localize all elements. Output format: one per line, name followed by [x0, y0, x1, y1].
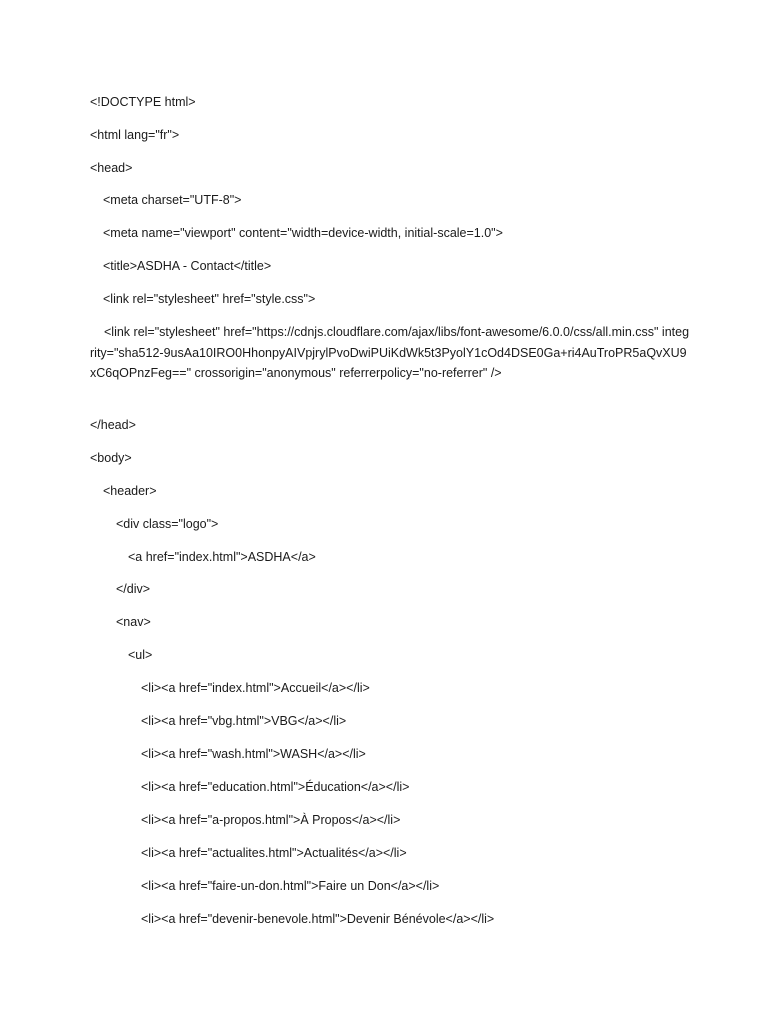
code-line: <head> [90, 161, 133, 175]
code-line: <li><a href="actualites.html">Actualités</a></li> [141, 846, 407, 860]
code-line: <nav> [116, 615, 151, 629]
code-line: <meta charset="UTF-8"> [103, 193, 242, 207]
code-line: <link rel="stylesheet" href="style.css"> [103, 292, 316, 306]
code-line: <title>ASDHA - Contact</title> [103, 259, 272, 273]
code-line: <meta name="viewport" content="width=device-width, initial-scale=1.0"> [103, 226, 503, 240]
code-line: </div> [116, 582, 151, 596]
code-line: <li><a href="vbg.html">VBG</a></li> [141, 714, 347, 728]
code-line: <li><a href="index.html">Accueil</a></li> [141, 681, 370, 695]
code-line: <ul> [128, 648, 153, 662]
code-line: <body> [90, 451, 132, 465]
code-line: <html lang="fr"> [90, 128, 180, 142]
code-line: <!DOCTYPE html> [90, 95, 196, 109]
code-line: <div class="logo"> [116, 517, 219, 531]
code-line: <li><a href="a-propos.html">À Propos</a></li> [141, 813, 401, 827]
code-line: </head> [90, 418, 136, 432]
code-line: <li><a href="devenir-benevole.html">Devenir Bénévole</a></li> [141, 912, 495, 926]
code-line: <li><a href="education.html">Éducation</a></li> [141, 780, 410, 794]
code-line-wrapped [90, 322, 690, 384]
code-line: <a href="index.html">ASDHA</a> [128, 550, 316, 564]
code-line-text: <link rel="stylesheet" href="https://cdnjs.cloudflare.com/ajax/libs/font-awesome/6.0.0/css/all.min.css" integrity="sha512-9usAa10IRO0HhonpyAIVpjrylPvoDwiPUiKdWk5t3PyolY1cOd4DSE0Ga+ri4AuTroPR5aQvXU9xC6qOPnzFeg==" crossorigin="anonymous" referrerpolicy="no-referrer" /> [90, 325, 690, 380]
code-line: <header> [103, 484, 157, 498]
code-line: <li><a href="faire-un-don.html">Faire un Don</a></li> [141, 879, 440, 893]
code-line: <li><a href="wash.html">WASH</a></li> [141, 747, 366, 761]
